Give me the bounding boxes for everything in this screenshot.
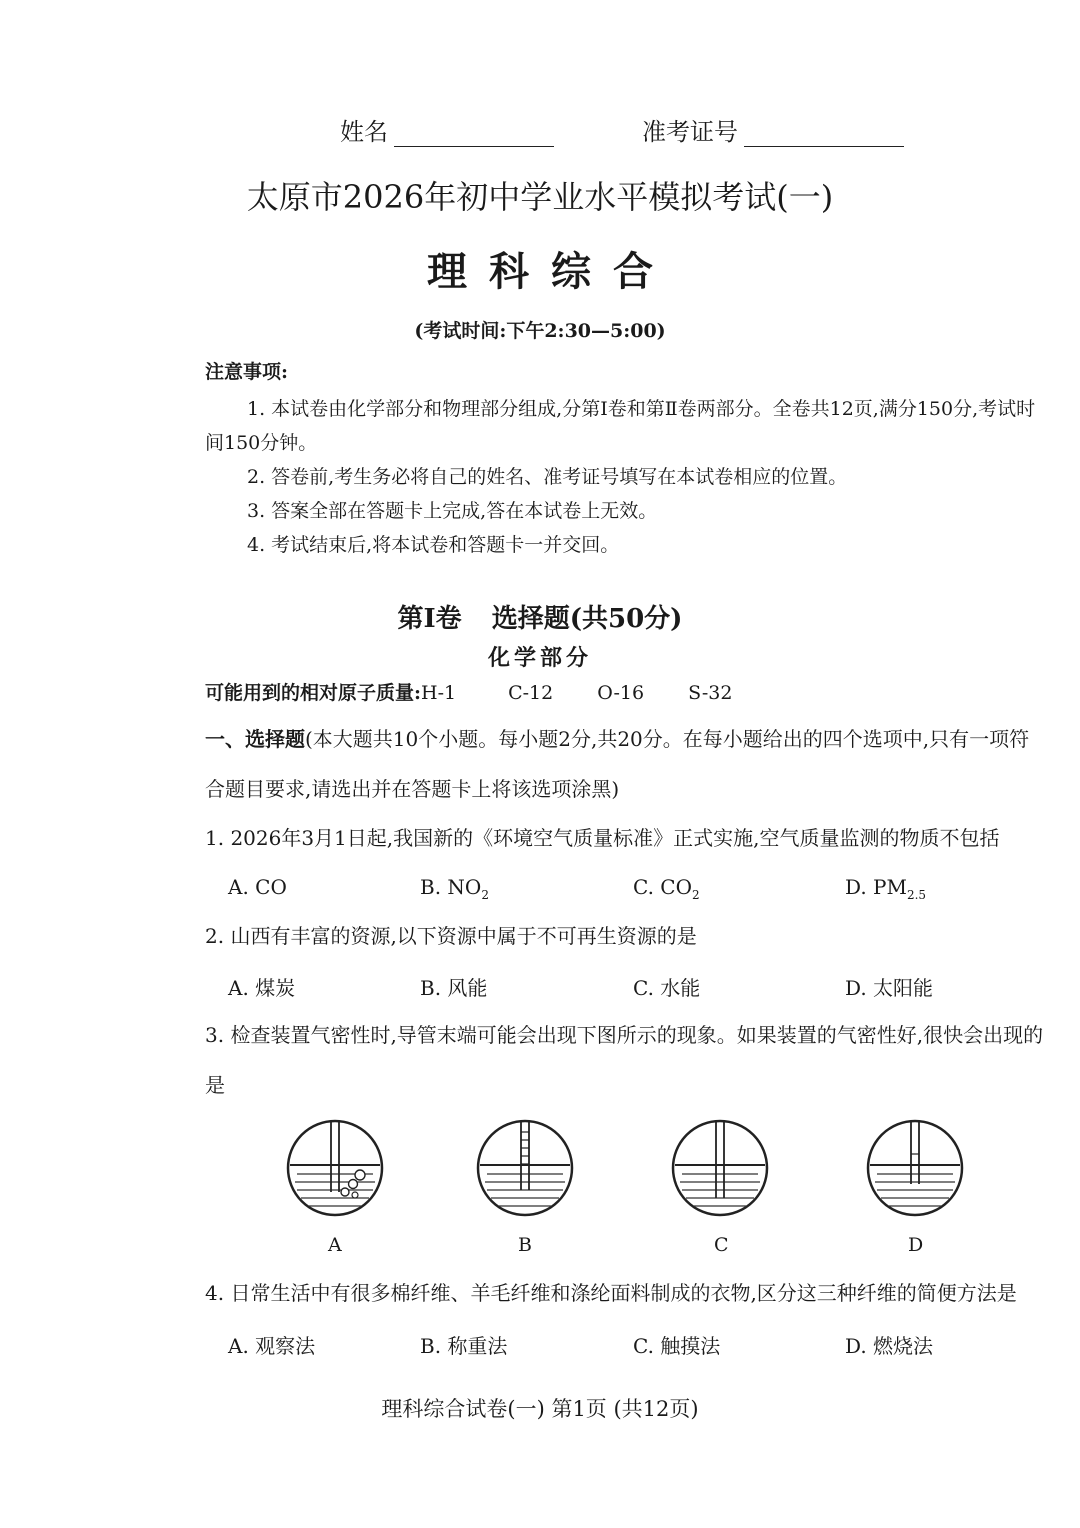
notice-heading: 注意事项: [205,361,289,383]
instruction-text: (本大题共10个小题。每小题2分,共20分。在每小题给出的四个选项中,只有一项符合题目要求,请选出并在答题卡上将该选项涂黑) [205,727,1030,801]
notice-item: 1. 本试卷由化学部分和物理部分组成,分第Ⅰ卷和第Ⅱ卷两部分。全卷共12页,满分150分,考试时间150分钟。 [205,398,1036,454]
beaker-b [478,1121,572,1215]
page-footer: 理科综合试卷(一) 第1页 (共12页) [381,1397,699,1421]
notice-item: 4. 考试结束后,将本试卷和答题卡一并交回。 [247,534,620,556]
notice-item: 2. 答卷前,考生务必将自己的姓名、准考证号填写在本试卷相应的位置。 [247,466,848,488]
figure-label-b: B [518,1234,532,1256]
atomic-mass-value: H-1 [421,682,457,704]
atomic-mass-value: S-32 [688,682,733,704]
beaker-c [673,1121,767,1215]
exam-id-field [642,112,904,147]
question-1-option-d: D. $PM_{2.5}$ [845,875,927,902]
question-2-option-b: B. 风能 [420,976,488,1000]
question-4-option-c: C. 触摸法 [633,1334,721,1358]
exam-id-label: 准考证号 [642,118,738,146]
question-3-figure [280,1118,900,1258]
atomic-mass-value: O-16 [597,682,645,704]
figure-label-a: A [328,1234,342,1256]
beaker-a [288,1121,382,1215]
question-1-option-b: B. $NO_2$ [420,875,489,902]
exam-title: 太原市2026年初中学业水平模拟考试(一) [246,178,834,216]
subject-title: 理科综合 [427,248,675,295]
question-2-option-c: C. 水能 [633,976,701,1000]
figure-label-c: C [714,1234,729,1256]
atomic-mass-label: 可能用到的相对原子质量: [205,682,422,704]
notice-list [205,392,1045,562]
exam-time: (考试时间:下午2:30—5:00) [414,320,666,342]
name-blank [394,122,554,147]
exam-id-blank [744,122,904,147]
section-name: 选择题(共50分) [491,604,683,634]
question-4-stem: 4. 日常生活中有很多棉纤维、羊毛纤维和涤纶面料制成的衣物,区分这三种纤维的简便方法是 [205,1281,1017,1305]
question-1-option-c: C. $CO_2$ [633,875,700,902]
question-2-option-d: D. 太阳能 [845,976,934,1000]
question-2-option-a: A. 煤炭 [228,976,296,1000]
question-4-option-b: B. 称重法 [420,1334,508,1358]
question-1-option-a: A. CO [228,875,287,899]
question-3-stem: 3. 检查装置气密性时,导管末端可能会出现下图所示的现象。如果装置的气密性好,很快会出现的是 [205,1023,1044,1097]
instruction-head: 一、选择题 [205,727,305,751]
name-label: 姓名 [340,118,388,146]
question-4-option-d: D. 燃烧法 [845,1334,934,1358]
figure-label-d: D [908,1234,924,1256]
section-title [0,598,1080,635]
notice-item: 3. 答案全部在答题卡上完成,答在本试卷上无效。 [247,500,658,522]
section-instruction [205,714,1045,814]
question-2-stem: 2. 山西有丰富的资源,以下资源中属于不可再生资源的是 [205,924,697,948]
atomic-mass-value: C-12 [508,682,554,704]
question-1-stem: 1. 2026年3月1日起,我国新的《环境空气质量标准》正式实施,空气质量监测的物质不包括 [205,826,1000,850]
atomic-mass-line [205,678,776,705]
name-field [340,112,554,147]
section-volume: 第Ⅰ卷 [397,604,462,634]
part-title: 化学部分 [487,645,592,671]
question-4-option-a: A. 观察法 [228,1334,316,1358]
